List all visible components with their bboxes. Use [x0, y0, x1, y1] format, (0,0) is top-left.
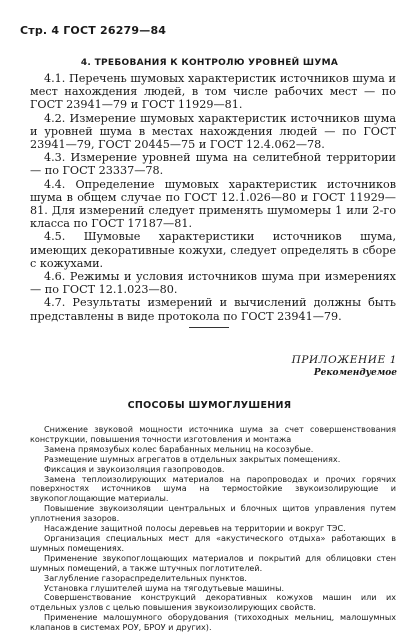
paragraph-4-1: 4.1. Перечень шумовых характеристик источников шума и мест нахождения людей, в том числе рабочих мест — по ГОСТ 23941—79 и ГОСТ 11929—81. — [30, 72, 396, 112]
method-paragraph: Снижение звуковой мощности источника шума за счет совершенствования конструкции, повышения точности изготовления и монтажа — [30, 424, 396, 444]
method-paragraph: Замена теплоизолирующих материалов на паропроводах и прочих горячих поверхностях источников шума на термостойкие звукоизолирующие и звукопоглощающие материалы. — [30, 473, 396, 504]
paragraph-4-3: 4.3. Измерение уровней шума на селитебной территории — по ГОСТ 23337—78. — [30, 151, 396, 178]
methods-title: СПОСОБЫ ШУМОГЛУШЕНИЯ — [127, 400, 292, 411]
method-paragraph: Замена прямозубых колес барабанных мельниц на косозубые. — [44, 443, 314, 454]
method-paragraph: Повышение звукоизоляции центральных и блочных щитов управления путем уплотнения зазоров. — [30, 503, 396, 524]
method-paragraph: Организация специальных мест для «акустического отдыха» работающих в шумных помещениях. — [30, 532, 396, 553]
method-paragraph: Применение звукопоглощающих материалов и покрытий для облицовки стен шумных помещений, а также штучных поглотителей. — [30, 552, 396, 573]
paragraph-4-4: 4.4. Определение шумовых характеристик источников шума в общем случае по ГОСТ 12.1.026—80 и ГОСТ 11929—81. Для измерений следует применять шумомеры 1 или 2-го класса по ГОСТ 17187—81. — [30, 177, 396, 231]
method-paragraph: Заглубление газораспределительных пунктов. — [44, 572, 247, 583]
paragraph-4-7: 4.7. Результаты измерений и вычислений должны быть представлены в виде протокола по ГОСТ 23941—79. — [30, 296, 396, 323]
method-paragraph: Насаждение защитной полосы деревьев на территории и вокруг ТЭС. — [44, 523, 346, 534]
page-header: Стр. 4 ГОСТ 26279—84 — [20, 24, 167, 37]
section-divider — [189, 327, 229, 328]
method-paragraph: Фиксация и звукоизоляция газопроводов. — [44, 463, 225, 474]
paragraph-4-5: 4.5. Шумовые характеристики источников шума, имеющих декоративные кожухи, следует определять в сборе с кожухами. — [30, 230, 396, 270]
methods-body — [30, 425, 396, 633]
appendix-status: Рекомендуемое — [313, 368, 397, 378]
section-4-title: 4. ТРЕБОВАНИЯ К КОНТРОЛЮ УРОВНЕЙ ШУМА — [80, 58, 339, 68]
method-paragraph: Применение малошумного оборудования (тихоходных мельниц, малошумных клапанов в системах РОУ, БРОУ и других). — [30, 612, 396, 633]
appendix-heading — [292, 354, 397, 378]
paragraph-4-2: 4.2. Измерение шумовых характеристик источников шума и уровней шума в местах нахождения людей — по ГОСТ 23941—79, ГОСТ 20445—75 и ГОСТ 12.4.062—78. — [30, 111, 396, 152]
appendix-label: ПРИЛОЖЕНИЕ 1 — [291, 354, 397, 366]
method-paragraph: Установка глушителей шума на тягодутьевые машины. — [44, 582, 285, 593]
method-paragraph: Размещение шумных агрегатов в отдельных закрытых помещениях. — [44, 453, 341, 464]
section-4-body — [30, 72, 396, 323]
paragraph-4-6: 4.6. Режимы и условия источников шума при измерениях — по ГОСТ 12.1.023—80. — [30, 270, 396, 297]
method-paragraph: Совершенствование конструкций декоративных кожухов машин или их отдельных узлов с целью повышения звукоизолирующих свойств. — [30, 592, 396, 613]
